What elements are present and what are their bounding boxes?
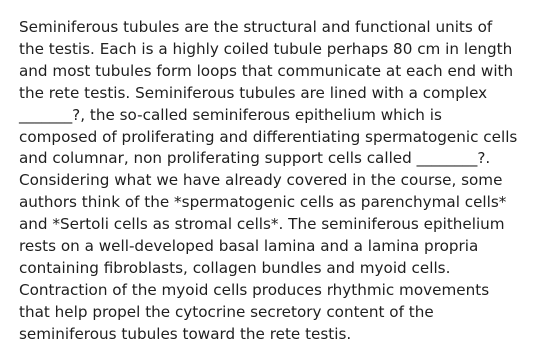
passage-line-blank-1: _______?, the so-called seminiferous epithelium which is: [19, 105, 442, 124]
passage-line: Seminiferous tubules are the structural and functional units of: [19, 18, 493, 36]
passage-line: seminiferous tubules toward the rete testis.: [19, 324, 352, 343]
passage-line: rests on a well-developed basal lamina and a lamina propria: [19, 237, 479, 256]
passage-line-blank-2: and columnar, non proliferating support cells called ________?.: [19, 149, 491, 168]
question-passage: [19, 17, 553, 346]
passage-line: authors think of the *spermatogenic cells as parenchymal cells*: [19, 193, 507, 212]
passage-line: and most tubules form loops that communicate at each end with: [19, 61, 514, 80]
passage-line: that help propel the cytocrine secretory content of the: [19, 302, 434, 321]
passage-line: composed of proliferating and differentiating spermatogenic cells: [19, 127, 518, 146]
passage-line: Considering what we have already covered in the course, some: [19, 171, 503, 190]
passage-line: the rete testis. Seminiferous tubules are lined with a complex: [19, 83, 488, 102]
passage-line: and *Sertoli cells as stromal cells*. The seminiferous epithelium: [19, 215, 505, 234]
passage-line: the testis. Each is a highly coiled tubule perhaps 80 cm in length: [19, 39, 513, 58]
passage-line: Contraction of the myoid cells produces rhythmic movements: [19, 280, 490, 299]
passage-line: containing fibroblasts, collagen bundles and myoid cells.: [19, 258, 451, 277]
